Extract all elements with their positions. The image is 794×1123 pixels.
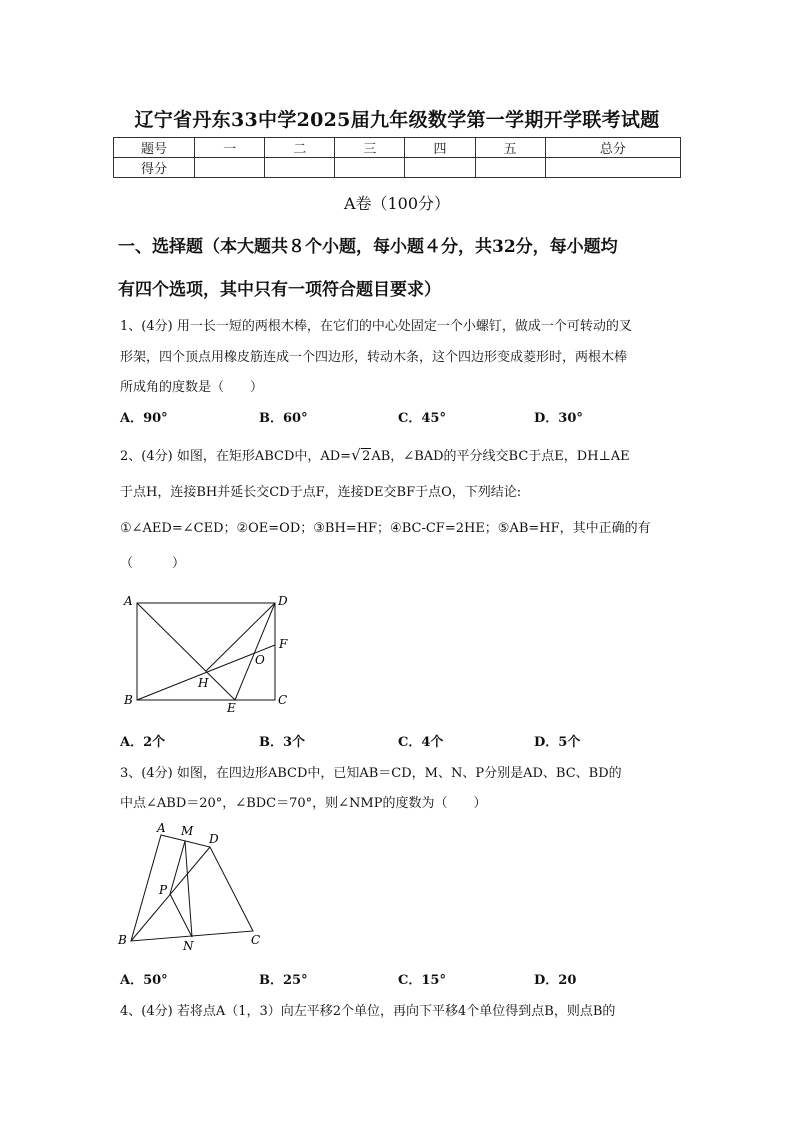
label-e: E: [227, 701, 236, 715]
q1-line2: 形架，四个顶点用橡皮筋连成一个四边形，转动木条，这个四边形变成菱形时，两根木棒: [120, 350, 628, 365]
q3-option-c: C．15°: [398, 973, 446, 988]
q3-line2: 中点∠ABD＝20°，∠BDC＝70°，则∠NMP的度数为（ ）: [120, 796, 487, 811]
score-cell: [265, 158, 335, 178]
label-c: C: [251, 933, 261, 947]
score-table: [113, 137, 681, 178]
q2-line1-pre: 2、(4分) 如图，在矩形ABCD中，AD=: [120, 449, 352, 464]
score-table-header-row: [114, 138, 681, 158]
label-h: H: [198, 676, 209, 690]
radical-sign-icon: √: [351, 446, 361, 464]
q1-option-b: B．60°: [259, 411, 308, 426]
label-n: N: [183, 939, 194, 953]
label-a: A: [157, 821, 166, 835]
q2-line3: ①∠AED=∠CED；②OE=OD；③BH=HF；④BC-CF=2HE；⑤AB=HF，其中正确的有: [120, 521, 651, 536]
q4-line1: 4、(4分) 若将点A（1，3）向左平移2个单位，再向下平移4个单位得到点B，则点B的: [120, 1004, 616, 1019]
label-f: F: [279, 637, 288, 651]
q1-option-d: D．30°: [534, 411, 583, 426]
q1-option-c: C．45°: [398, 411, 446, 426]
section-a-heading: A卷（100分）: [343, 194, 451, 213]
score-table-score-row: [114, 158, 681, 178]
q2-option-c: C．4个: [398, 735, 444, 750]
quad-abcd: [131, 835, 253, 941]
segment-mn: [185, 841, 192, 937]
radicand: 2: [362, 449, 371, 464]
q3-option-a: A．50°: [120, 973, 168, 988]
label-d: D: [278, 594, 288, 608]
score-cell: [335, 158, 405, 178]
q2-line1: [120, 445, 630, 464]
score-row-label: 得分: [114, 158, 195, 178]
q1-option-a: A．90°: [120, 411, 168, 426]
q2-line1-post: AB，∠BAD的平分线交BC于点E，DH⊥AE: [371, 449, 630, 464]
segment-de: [235, 603, 275, 700]
q1-line1: 1、(4分) 用一长一短的两根木棒，在它们的中心处固定一个小螺钉，做成一个可转动的叉: [120, 319, 632, 334]
exam-title: 辽宁省丹东33中学2025届九年级数学第一学期开学联考试题: [134, 109, 660, 131]
score-header-cell: 题号: [114, 138, 195, 158]
label-c: C: [278, 693, 288, 707]
q3-option-d: D．20: [534, 973, 577, 988]
score-cell: [545, 158, 680, 178]
label-a: A: [124, 594, 133, 608]
q2-option-d: D．5个: [534, 735, 581, 750]
score-header-cell: 总分: [545, 138, 680, 158]
score-header-cell: 五: [475, 138, 545, 158]
label-d: D: [209, 832, 219, 846]
score-header-cell: 一: [195, 138, 265, 158]
section1-heading-line2: 有四个选项，其中只有一项符合题目要求）: [118, 280, 441, 300]
score-cell: [405, 158, 475, 178]
segment-pn: [170, 894, 192, 937]
label-p: P: [159, 883, 168, 897]
q2-option-b: B．3个: [259, 735, 306, 750]
label-m: M: [181, 824, 194, 838]
q2-line2: 于点H，连接BH并延长交CD于点F，连接DE交BF于点O，下列结论:: [120, 485, 522, 500]
q3-figure-quadrilateral: [115, 820, 270, 955]
q1-line3: 所成角的度数是（ ）: [120, 380, 264, 395]
section1-heading-line1: 一、选择题（本大题共８个小题，每小题４分，共32分，每小题均: [118, 237, 618, 257]
label-b: B: [124, 693, 133, 707]
score-cell: [195, 158, 265, 178]
score-cell: [475, 158, 545, 178]
q3-line1: 3、(4分) 如图，在四边形ABCD中，已知AB＝CD，M、N、P分别是AD、BC、BD的: [120, 766, 622, 781]
q2-figure-rectangle: [118, 590, 298, 715]
label-o: O: [255, 653, 265, 667]
q2-line4: （ ）: [120, 556, 186, 571]
sqrt-2: [351, 446, 371, 464]
score-header-cell: 二: [265, 138, 335, 158]
score-header-cell: 三: [335, 138, 405, 158]
score-header-cell: 四: [405, 138, 475, 158]
q3-option-b: B．25°: [259, 973, 308, 988]
q2-option-a: A．2个: [120, 735, 166, 750]
label-b: B: [118, 933, 127, 947]
segment-ae: [137, 603, 235, 700]
